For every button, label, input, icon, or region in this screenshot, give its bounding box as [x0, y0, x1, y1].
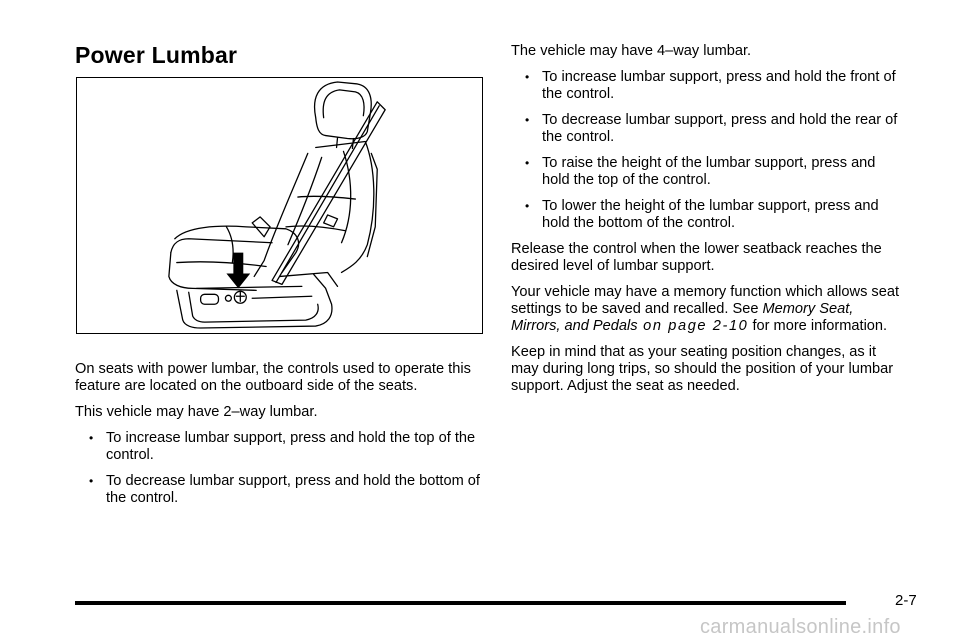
two-way-heading: This vehicle may have 2–way lumbar.: [75, 404, 318, 420]
bullet-icon: •: [89, 474, 94, 488]
seatback-drawing: [254, 142, 377, 277]
list-item: • To decrease lumbar support, press and hold the rear of the control.: [525, 112, 898, 145]
right-column: [511, 43, 901, 404]
headrest-drawing: [315, 82, 372, 148]
memory-link[interactable]: Memory Seat, Mirrors, and Pedals: [511, 301, 854, 334]
list-item: • To raise the height of the lumbar support, press and hold the top of the control.: [525, 155, 876, 188]
page-number: 2-7: [895, 592, 917, 609]
page-title: Power Lumbar: [75, 42, 238, 68]
list-item: • To increase lumbar support, press and hold the top of the control.: [89, 430, 476, 463]
seat-base-drawing: [177, 272, 338, 328]
left-column: [75, 361, 485, 516]
watermark: carmanualsonline.info: [700, 616, 901, 638]
bullet-icon: •: [525, 113, 530, 127]
two-way-list: [75, 430, 485, 507]
bullet-icon: •: [89, 431, 94, 445]
adjust-paragraph: Keep in mind that as your seating position changes, as it may during long trips, so should the position of your lumbar support. Adjust the seat as needed.: [511, 344, 894, 394]
bullet-icon: •: [525, 70, 530, 84]
memory-paragraph: Your vehicle may have a memory function which allows seat settings to be saved and recalled. See Memory Seat, Mirrors, and Pedals on page 2-10 for more information.: [511, 284, 900, 334]
four-way-list: [511, 69, 901, 232]
bullet-icon: •: [525, 199, 530, 213]
seat-illustration: [76, 77, 483, 334]
footer-rule: [75, 601, 846, 605]
page-reference[interactable]: on page 2-10: [637, 318, 749, 334]
list-item: • To lower the height of the lumbar support, press and hold the bottom of the control.: [525, 198, 879, 231]
intro-paragraph: On seats with power lumbar, the controls used to operate this feature are located on the outboard side of the seats.: [75, 361, 471, 394]
list-item: • To increase lumbar support, press and hold the front of the control.: [525, 69, 896, 102]
list-item: • To decrease lumbar support, press and hold the bottom of the control.: [89, 473, 480, 506]
release-paragraph: Release the control when the lower seatback reaches the desired level of lumbar support.: [511, 241, 882, 274]
four-way-heading: The vehicle may have 4–way lumbar.: [511, 43, 752, 59]
down-arrow-icon: [226, 253, 250, 289]
bullet-icon: •: [525, 156, 530, 170]
